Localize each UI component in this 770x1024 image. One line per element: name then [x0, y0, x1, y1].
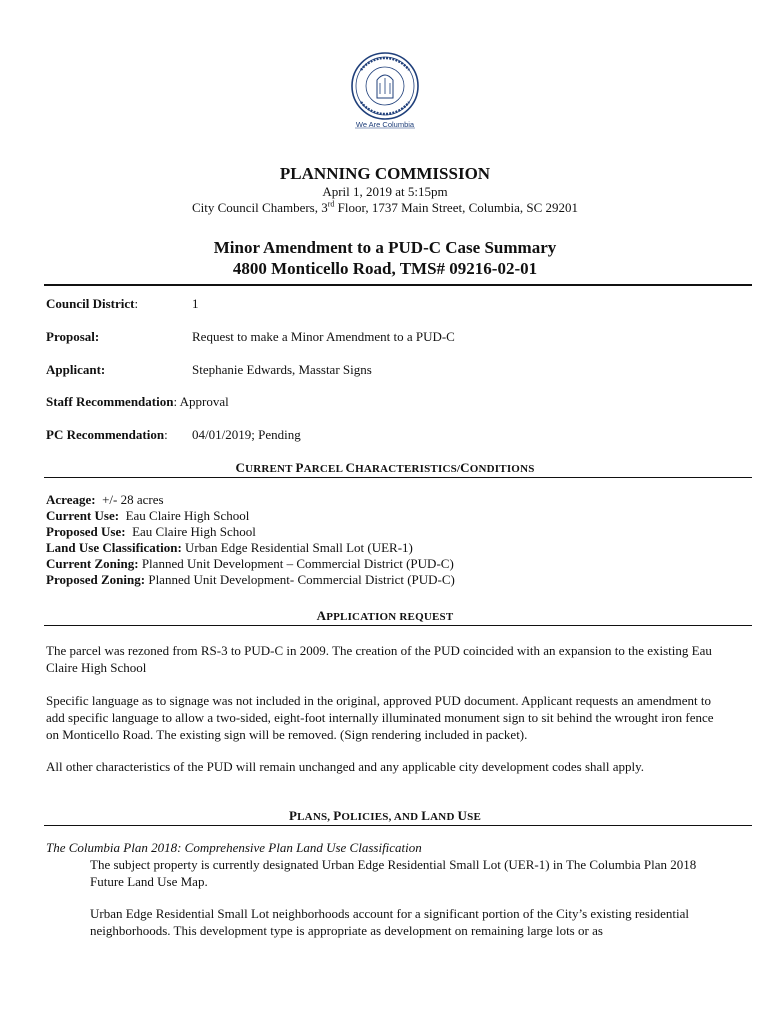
org-title: PLANNING COMMISSION: [279, 164, 491, 183]
seal-caption: We Are Columbia: [355, 120, 415, 129]
section-heading-application: APPLICATION REQUEST: [316, 608, 454, 623]
section-divider: [44, 477, 752, 478]
meeting-date: April 1, 2019 at 5:15pm: [322, 184, 448, 199]
application-paragraph-2: Specific language as to signage was not included in the original, approved PUD document. Applicant requests an amendment to add specific language to allow a two-sided, eight-foot internally illuminated monument sign to sit behind the wrought iron fence on Monticello Road. The existing sign will be removed. (Sign rendering included in packet).: [46, 693, 714, 742]
proposal-row: Proposal: Request to make a Minor Amendment to a PUD-C: [46, 329, 455, 344]
case-address: 4800 Monticello Road, TMS# 09216-02-01: [232, 259, 538, 278]
parcel-characteristics: [46, 492, 455, 588]
pc-recommendation-row: PC Recommendation: 04/01/2019; Pending: [46, 427, 301, 442]
plan-title: The Columbia Plan 2018: Comprehensive Plan Land Use Classification: [46, 840, 422, 855]
plans-paragraph-1: The subject property is currently designated Urban Edge Residential Small Lot (UER-1) in The Columbia Plan 2018 Future Land Use Map.: [90, 857, 697, 889]
current-zoning-line: Current Zoning: Planned Unit Development – Commercial District (PUD-C): [46, 556, 454, 571]
application-paragraph-1: The parcel was rezoned from RS-3 to PUD-C in 2009. The creation of the PUD coincided with an expansion to the existing Eau Claire High School: [46, 643, 712, 675]
proposed-zoning-line: Proposed Zoning: Planned Unit Development- Commercial District (PUD-C): [46, 572, 455, 587]
staff-label: Staff Recommendation: [46, 394, 174, 409]
header-divider: [44, 284, 752, 286]
staff-recommendation-row: Staff Recommendation: Approval: [46, 394, 229, 409]
plans-paragraph-2: Urban Edge Residential Small Lot neighborhoods account for a significant portion of the City’s existing residential neighborhoods. This development type is appropriate as development on remaining large lots or as: [90, 906, 689, 938]
applicant-row: Applicant: Stephanie Edwards, Masstar Signs: [46, 362, 372, 377]
council-district-row: Council District: 1: [46, 296, 199, 311]
acreage-line: Acreage: +/- 28 acres: [46, 492, 164, 507]
meeting-location: City Council Chambers, 3rd Floor, 1737 Main Street, Columbia, SC 29201: [191, 199, 579, 215]
case-title: Minor Amendment to a PUD-C Case Summary: [213, 238, 557, 257]
section-heading-parcel: CURRENT PARCEL CHARACTERISTICS/CONDITIONS: [235, 460, 535, 475]
land-use-line: Land Use Classification: Urban Edge Residential Small Lot (UER-1): [46, 540, 413, 555]
proposed-use-line: Proposed Use: Eau Claire High School: [46, 524, 256, 539]
application-paragraph-3: All other characteristics of the PUD will remain unchanged and any applicable city development codes shall apply.: [46, 759, 645, 774]
section-heading-plans: PLANS, POLICIES, AND LAND USE: [288, 808, 481, 823]
section-divider: [44, 825, 752, 826]
section-divider: [44, 625, 752, 626]
current-use-line: Current Use: Eau Claire High School: [46, 508, 250, 523]
